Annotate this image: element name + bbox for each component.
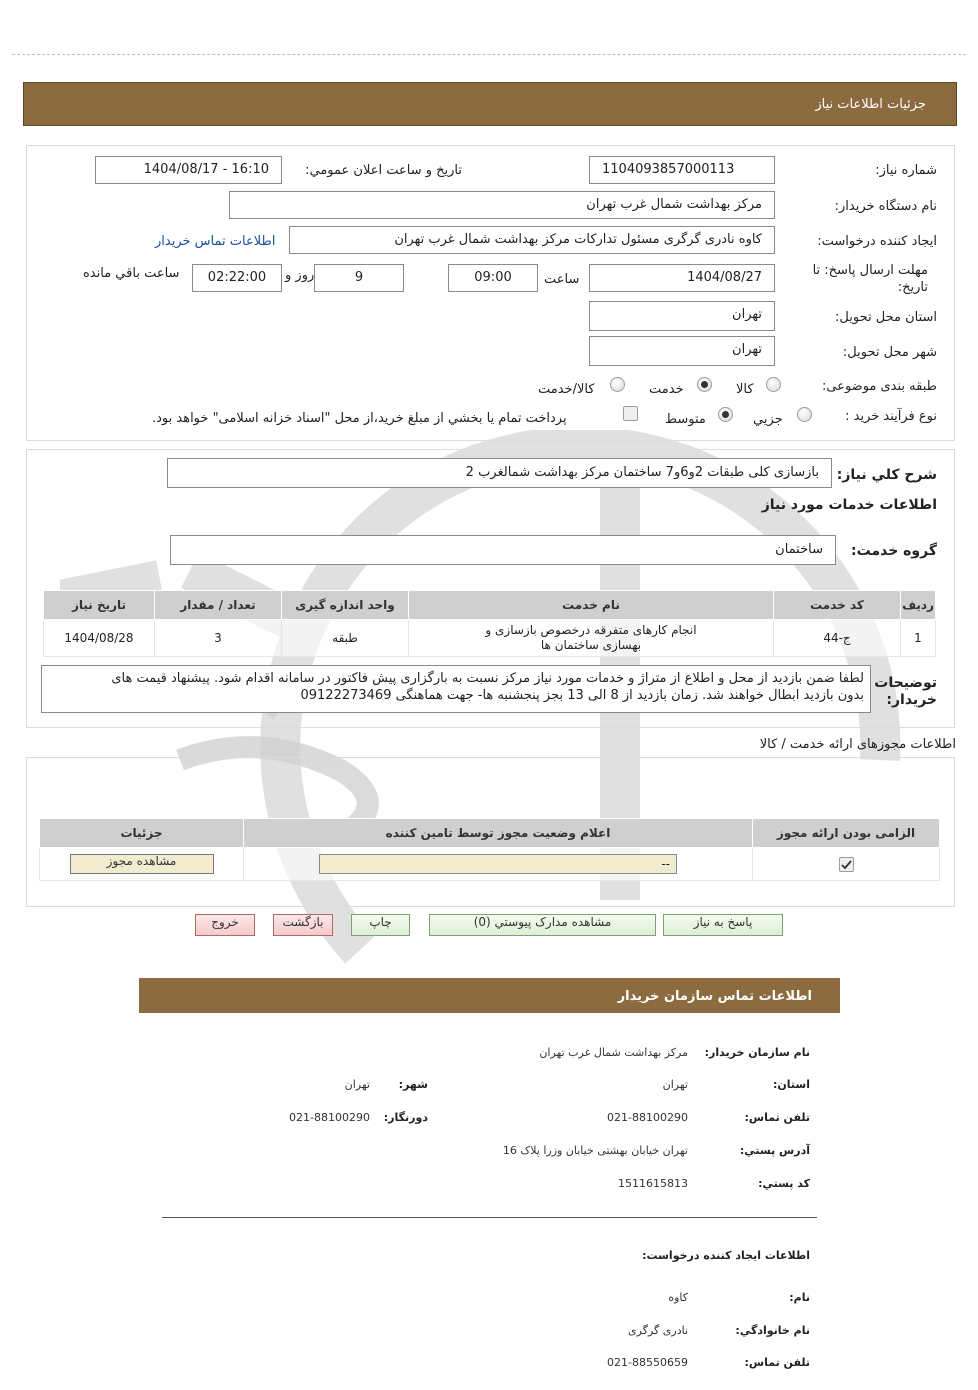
creator-phone-value: 021-88550659 xyxy=(607,1356,688,1369)
need-number-label: شماره نیاز: xyxy=(875,163,937,178)
permit-details-cell xyxy=(40,848,244,881)
contact-org-value: مرکز بهداشت شمال غرب تهران xyxy=(539,1046,688,1059)
contact-province-value: تهران xyxy=(662,1078,688,1091)
category-service-radio[interactable] xyxy=(697,377,712,392)
service-name-line1: انجام کارهای متفرقه درخصوص بازسازی و xyxy=(485,623,697,637)
purchase-minor-label: جزيي xyxy=(753,412,783,427)
category-label: طبقه بندی موضوعی: xyxy=(821,379,937,394)
contact-fax-value: 021-88100290 xyxy=(289,1111,370,1124)
province-label: استان محل تحويل: xyxy=(835,310,937,325)
service-name-line2: بهسازی ساختمان ها xyxy=(540,638,642,652)
col-permit-required: الزامی بودن ارائه مجوز xyxy=(753,819,940,848)
service-code: ج-44 xyxy=(774,620,901,657)
contact-address-label: آدرس پستي: xyxy=(739,1144,810,1157)
back-button[interactable]: بازگشت xyxy=(273,914,333,936)
creator-family-value: نادری گرگری xyxy=(628,1324,688,1337)
contact-province-label: استان: xyxy=(773,1078,810,1091)
col-code: کد خدمت xyxy=(774,591,901,620)
notes-line1: لطفا ضمن بازدید از محل و اطلاع از متراژ و خدمات مورد نیاز مرکز نسبت به بارگزاری پیش فاکتور در سامانه اقدام شود. پیشنهاد قیمت های xyxy=(111,671,864,686)
permits-table-header xyxy=(40,819,940,848)
services-table-header xyxy=(44,591,936,620)
notes-label-buyer: خريدار: xyxy=(886,692,937,708)
announce-date-field[interactable]: 1404/08/17 - 16:10 xyxy=(95,156,282,184)
view-permit-button[interactable]: مشاهده مجوز xyxy=(70,854,214,874)
buyer-contact-link[interactable]: اطلاعات تماس خريدار xyxy=(155,234,276,249)
category-service-label: خدمت xyxy=(649,382,684,397)
purchase-type-label: نوع فرآيند خريد : xyxy=(845,409,937,424)
details-header xyxy=(23,82,957,126)
creator-phone-label: تلفن تماس: xyxy=(744,1356,810,1369)
contact-phone-label: تلفن تماس: xyxy=(744,1111,810,1124)
reply-button[interactable]: پاسخ به نياز xyxy=(663,914,783,936)
notes-label: توضيحات xyxy=(874,675,937,691)
permit-status-field[interactable]: -- xyxy=(319,854,677,874)
contact-city-value: تهران xyxy=(344,1078,370,1091)
notes-line2: بدون بازدید ابطال خواهند شد. زمان بازدید از 8 الی 13 بجز پنجشنبه ها- جهت هماهنگی 09122273469 xyxy=(300,688,864,703)
col-date: تاريخ نياز xyxy=(44,591,155,620)
col-permit-status: اعلام وضعيت مجوز توسط تامين کننده xyxy=(244,819,753,848)
permit-status-cell xyxy=(244,848,753,881)
treasury-payment-checkbox[interactable] xyxy=(623,406,638,421)
contact-city-label: شهر: xyxy=(398,1078,428,1091)
summary-label: شرح كلي نياز: xyxy=(836,467,937,483)
permits-table xyxy=(39,818,940,881)
city-field[interactable]: تهران xyxy=(589,336,775,366)
creator-info-heading: اطلاعات ايجاد کننده درخواست: xyxy=(642,1249,810,1262)
need-number-field[interactable]: 1104093857000113 xyxy=(589,156,775,184)
permits-heading: اطلاعات مجوزهای ارائه خدمت / کالا xyxy=(759,737,956,752)
remaining-time-field[interactable]: 02:22:00 xyxy=(192,264,282,292)
category-goods-radio[interactable] xyxy=(766,377,781,392)
deadline-date-label: تاريخ: xyxy=(897,280,928,295)
contact-address-value: تهران خیابان بهشتی خیابان وزرا پلاک 16 xyxy=(502,1144,688,1157)
service-unit: طبقه xyxy=(282,620,409,657)
contact-postal-value: 1511615813 xyxy=(618,1177,688,1190)
category-goods-service-radio[interactable] xyxy=(610,377,625,392)
need-info-panel xyxy=(26,145,955,441)
details-header-title: جزئیات اطلاعات نیاز xyxy=(815,97,926,112)
purchase-medium-label: متوسط xyxy=(665,412,706,427)
contact-header-title: اطلاعات تماس سازمان خريدار xyxy=(617,989,812,1004)
deadline-time-field[interactable]: 09:00 xyxy=(448,264,538,292)
buyer-org-field[interactable]: مرکز بهداشت شمال غرب تهران xyxy=(229,191,775,219)
province-field[interactable]: تهران xyxy=(589,301,775,331)
contact-fax-label: دورنگار: xyxy=(383,1111,428,1124)
service-group-label: گروه خدمت: xyxy=(851,543,937,559)
exit-button[interactable]: خروج xyxy=(195,914,255,936)
contact-org-label: نام سازمان خريدار: xyxy=(704,1046,810,1059)
service-group-field[interactable]: ساختمان xyxy=(170,535,836,565)
contact-phone-value: 021-88100290 xyxy=(607,1111,688,1124)
service-qty: 3 xyxy=(155,620,282,657)
permit-required-cell xyxy=(753,848,940,881)
check-icon xyxy=(840,858,853,871)
contact-header xyxy=(139,978,840,1013)
category-goods-service-label: کالا/خدمت xyxy=(538,382,595,397)
creator-family-label: نام خانوادگي: xyxy=(735,1324,810,1337)
days-label: روز و xyxy=(285,268,315,283)
days-remaining-field[interactable]: 9 xyxy=(314,264,404,292)
remaining-time-label: ساعت باقي مانده xyxy=(83,266,180,281)
col-qty: تعداد / مقدار xyxy=(155,591,282,620)
top-dotted-divider xyxy=(12,54,966,55)
col-row: رديف xyxy=(901,591,936,620)
print-button[interactable]: چاپ xyxy=(351,914,410,936)
contact-divider xyxy=(162,1217,817,1218)
row-number: 1 xyxy=(901,620,936,657)
creator-field[interactable]: کاوه نادری گرگری مسئول تداركات مرکز بهداشت شمال غرب تهران xyxy=(289,226,775,254)
permit-required-checkbox[interactable] xyxy=(839,857,854,872)
summary-field[interactable]: بازسازی کلی طبقات 2و6و7 ساختمان مرکز بهداشت شمالغرب 2 xyxy=(167,458,832,488)
creator-label: ايجاد کننده درخواست: xyxy=(817,234,937,249)
col-unit: واحد اندازه گيری xyxy=(282,591,409,620)
creator-name-value: کاوه xyxy=(668,1291,688,1304)
view-attachments-button[interactable]: مشاهده مدارک پيوستي (0) xyxy=(429,914,656,936)
treasury-payment-note: پرداخت تمام يا بخشي از مبلغ خريد،از محل "اسناد خزانه اسلامی" خواهد بود. xyxy=(152,411,567,426)
services-heading: اطلاعات خدمات مورد نياز xyxy=(761,497,937,513)
announce-date-label: تاریخ و ساعت اعلان عمومي: xyxy=(305,163,462,178)
category-goods-label: کالا xyxy=(736,382,754,397)
col-permit-details: جزئيات xyxy=(40,819,244,848)
creator-name-label: نام: xyxy=(789,1291,810,1304)
buyer-org-label: نام دستگاه خريدار: xyxy=(834,199,937,214)
table-row[interactable] xyxy=(44,620,936,657)
deadline-date-field[interactable]: 1404/08/27 xyxy=(589,264,775,292)
contact-postal-label: کد پستي: xyxy=(758,1177,810,1190)
deadline-label: مهلت ارسال پاسخ: تا xyxy=(812,263,928,278)
table-row xyxy=(40,848,940,881)
city-label: شهر محل تحويل: xyxy=(842,345,937,360)
services-table xyxy=(43,590,936,657)
notes-field xyxy=(41,665,871,713)
deadline-time-label: ساعت xyxy=(544,272,580,287)
service-name xyxy=(409,620,774,657)
service-date: 1404/08/28 xyxy=(44,620,155,657)
purchase-medium-radio[interactable] xyxy=(718,407,733,422)
purchase-minor-radio[interactable] xyxy=(797,407,812,422)
col-name: نام خدمت xyxy=(409,591,774,620)
